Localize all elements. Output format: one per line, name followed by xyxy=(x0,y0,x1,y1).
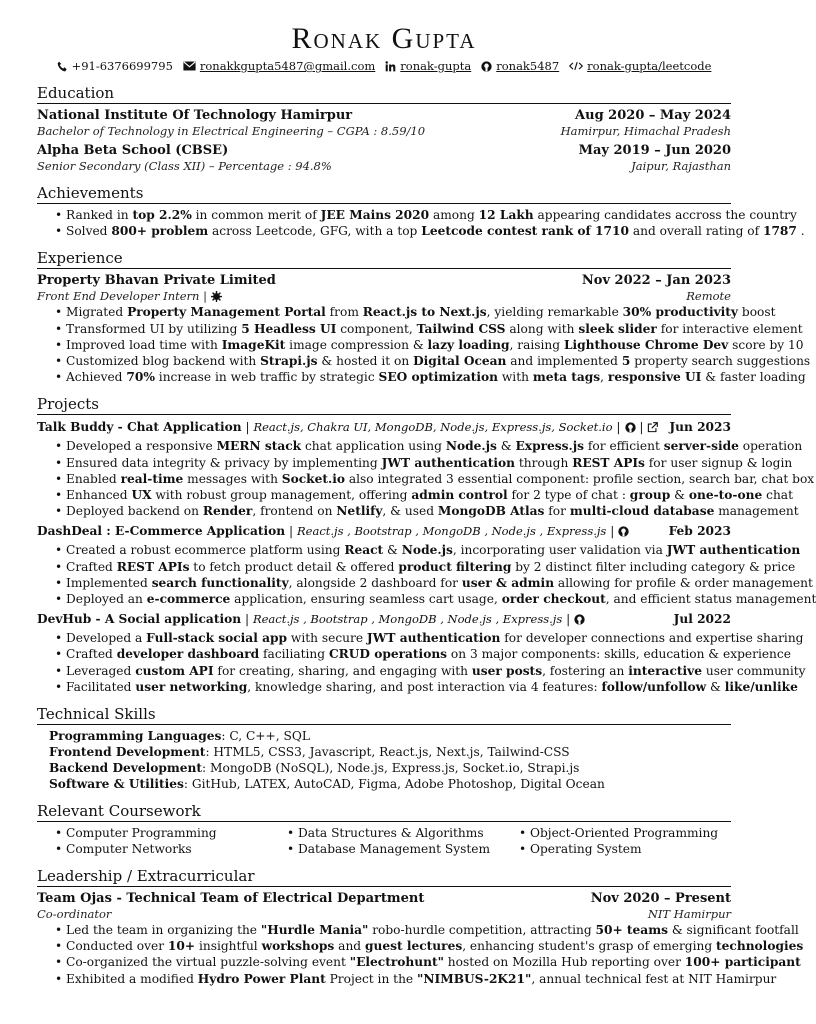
bold-text: Full-stack social app xyxy=(146,631,288,646)
project-name: DashDeal : E-Commerce Application xyxy=(37,524,286,539)
degree: Senior Secondary (Class XII) – Percentage : 94.8% xyxy=(37,159,332,173)
text: across Leetcode, GFG, with a top xyxy=(208,224,422,239)
contact-leetcode[interactable] xyxy=(569,58,711,74)
text: with secure xyxy=(287,631,367,646)
text: by 2 distinct filter including category & price xyxy=(511,559,796,574)
text: & xyxy=(383,543,402,558)
text: and overall rating of xyxy=(628,224,763,239)
text: Deployed backend on xyxy=(66,504,203,519)
course-item: • Operating System xyxy=(519,841,749,857)
text: Improved load time with xyxy=(66,337,222,352)
course-item: • Computer Networks xyxy=(55,841,287,857)
bold-text: React xyxy=(344,543,384,558)
bold-text: interactive xyxy=(628,663,702,678)
edu-dates: May 2019 – Jun 2020 xyxy=(578,143,731,158)
section-title-projects: Projects xyxy=(37,395,731,415)
text: allowing for profile & order management xyxy=(554,575,813,590)
bold-text: Netlify xyxy=(336,504,383,519)
project-title-line: Talk Buddy - Chat Application | React.js, Chakra UI, MongoDB, Node.js, Express.js, Socket.io | | xyxy=(37,419,658,438)
text: & significant footfall xyxy=(667,923,799,938)
text: , yielding remarkable xyxy=(486,305,623,320)
text: chat application using xyxy=(301,439,446,454)
text: Implemented xyxy=(66,575,152,590)
bold-text: user & admin xyxy=(461,575,555,590)
text: also integrated 3 essential component: profile section, search bar, chat box xyxy=(344,471,815,486)
text: along with xyxy=(505,321,579,336)
experience-list xyxy=(37,304,811,385)
text: for user signup & login xyxy=(644,455,793,470)
skills-block xyxy=(37,728,731,792)
project-bullets xyxy=(37,438,815,519)
text: Created a robust ecommerce platform using xyxy=(66,543,345,558)
bullet-item xyxy=(55,971,777,987)
bold-text: MERN stack xyxy=(216,439,302,454)
text: , frontend on xyxy=(252,504,337,519)
text: Exhibited a modified xyxy=(66,971,198,986)
bold-text: search functionality xyxy=(151,575,289,590)
achievements-list xyxy=(37,207,805,239)
text: Solved xyxy=(66,224,112,239)
projects-container xyxy=(37,419,816,695)
bold-text: JWT authentication xyxy=(666,543,801,558)
bold-text: user networking xyxy=(135,679,248,694)
text: faciliating xyxy=(259,647,329,662)
text: , xyxy=(600,370,608,385)
bold-text: like/unlike xyxy=(724,679,798,694)
project-bullets xyxy=(37,630,806,695)
bold-text: multi-cloud database xyxy=(569,504,715,519)
exp-role: Front End Developer Intern | xyxy=(37,289,207,304)
text: Ensured data integrity & privacy by implementing xyxy=(66,455,382,470)
project-name: Talk Buddy - Chat Application xyxy=(37,420,242,435)
bold-text: Tailwind CSS xyxy=(416,321,506,336)
bold-text: Leetcode contest rank of 1710 xyxy=(421,224,629,239)
company-name: Property Bhavan Private Limited xyxy=(37,273,276,289)
text: Enhanced xyxy=(66,488,132,503)
text: score by 10 xyxy=(728,337,804,352)
bold-text: Hydro Power Plant xyxy=(197,971,326,986)
text: and xyxy=(334,939,365,954)
bold-text: order checkout xyxy=(501,592,606,607)
text: Ranked in xyxy=(66,208,133,222)
section-title-education: Education xyxy=(37,84,731,104)
bold-text: one-to-one xyxy=(688,488,763,503)
text: , & used xyxy=(382,504,438,519)
bullet-item xyxy=(55,304,776,320)
text: component, xyxy=(336,321,417,336)
text: Crafted xyxy=(66,559,117,574)
bold-text: admin control xyxy=(411,488,508,503)
bullet-item xyxy=(55,630,804,646)
text: , fostering an xyxy=(542,663,629,678)
email-link[interactable]: ronakkgupta5487@gmail.com xyxy=(199,59,376,73)
course-item: • Computer Programming xyxy=(55,825,287,841)
external-link-icon[interactable] xyxy=(647,421,658,438)
bullet-item xyxy=(55,559,796,575)
bold-text: React.js to Next.js xyxy=(362,305,487,320)
bold-text: Property Management Portal xyxy=(127,305,326,320)
school-name: National Institute Of Technology Hamirpur xyxy=(37,108,353,123)
project-entry xyxy=(37,611,806,695)
section-title-achievements: Achievements xyxy=(37,184,731,204)
text: for interactive element xyxy=(656,321,803,336)
text: user community xyxy=(701,663,806,678)
section-title-coursework: Relevant Coursework xyxy=(37,802,731,822)
leetcode-link[interactable]: ronak-gupta/leetcode xyxy=(587,59,712,73)
bold-text: 100+ participant xyxy=(684,955,801,970)
bold-text: JWT authentication xyxy=(381,455,516,470)
text: Project in the xyxy=(325,971,418,986)
text: messages with xyxy=(183,471,282,486)
project-title-line: DevHub - A Social application | React.js , Bootstrap , MongoDB , Node.js , Express.js | xyxy=(37,611,585,630)
text: among xyxy=(429,208,479,222)
text: Leveraged xyxy=(66,663,136,678)
text: , incorporating user validation via xyxy=(452,543,667,558)
education-entry xyxy=(37,107,731,139)
text: appearing candidates accross the country xyxy=(533,208,797,222)
github-icon[interactable] xyxy=(625,421,636,438)
text: Co-organized the virtual puzzle-solving event xyxy=(66,955,350,970)
bold-text: Digital Ocean xyxy=(413,354,507,369)
text: & hosted it on xyxy=(317,354,414,369)
bold-text: ImageKit xyxy=(221,337,286,352)
text: property search suggestions xyxy=(630,354,811,369)
text: Deployed an xyxy=(66,592,147,607)
bold-text: UX xyxy=(131,488,152,503)
text: boost xyxy=(738,305,776,320)
text: Facilitated xyxy=(66,679,136,694)
bold-text: MongoDB Atlas xyxy=(437,504,545,519)
bold-text: sleek slider xyxy=(578,321,657,336)
bold-text: 1787 xyxy=(762,224,797,239)
contact-email[interactable] xyxy=(183,58,375,74)
bullet-item xyxy=(55,369,806,385)
bold-text: Strapi.js xyxy=(260,354,318,369)
lead-dates: Nov 2020 – Present xyxy=(590,891,731,907)
contact-bar xyxy=(37,58,731,74)
text: , raising xyxy=(509,337,564,352)
bullet-item xyxy=(55,922,799,938)
text: through xyxy=(515,455,573,470)
bullet-item xyxy=(55,679,798,695)
org-name: Team Ojas - Technical Team of Electrical Department xyxy=(37,891,425,907)
text: increase in web traffic by strategic xyxy=(154,370,379,385)
edu-location: Jaipur, Rajasthan xyxy=(631,159,731,173)
bold-text: REST APIs xyxy=(116,559,190,574)
text: and implemented xyxy=(506,354,622,369)
project-bullets xyxy=(37,542,816,607)
leadership-list xyxy=(37,922,804,987)
text: & xyxy=(670,488,689,503)
bold-text: follow/unfollow xyxy=(601,679,707,694)
bold-text: JEE Mains 2020 xyxy=(320,208,430,222)
bullet-item xyxy=(55,223,805,239)
section-title-leadership: Leadership / Extracurricular xyxy=(37,867,731,887)
bold-text: 5 Headless UI xyxy=(241,321,337,336)
text: robo-hurdle competition, attracting xyxy=(368,923,596,938)
text: operation xyxy=(738,439,803,454)
text: for creating, sharing, and engaging with xyxy=(213,663,472,678)
text: management xyxy=(714,504,799,519)
bold-text: 50+ teams xyxy=(595,923,668,938)
contact-github[interactable] xyxy=(481,58,559,74)
bold-text: 10+ xyxy=(167,939,196,954)
bold-text: user posts xyxy=(471,663,543,678)
phone-icon xyxy=(57,61,68,72)
bold-text: Node.js xyxy=(401,543,453,558)
bold-text: custom API xyxy=(135,663,214,678)
text: , and efficient status management xyxy=(605,592,816,607)
bullet-item xyxy=(55,575,813,591)
bullet-item xyxy=(55,353,811,369)
project-name: DevHub - A Social application xyxy=(37,612,242,627)
lead-location: NIT Hamirpur xyxy=(647,907,731,922)
bold-text: developer dashboard xyxy=(116,647,260,662)
text: in common merit of xyxy=(191,208,321,222)
section-title-skills: Technical Skills xyxy=(37,705,731,725)
bold-text: Socket.io xyxy=(281,471,345,486)
bold-text: meta tags xyxy=(532,370,601,385)
project-date: Feb 2023 xyxy=(668,524,731,539)
text: Migrated xyxy=(66,305,128,320)
degree: Bachelor of Technology in Electrical Engineering – CGPA : 8.59/10 xyxy=(37,124,426,138)
text: insightful xyxy=(195,939,262,954)
text: Developed a responsive xyxy=(66,439,217,454)
bullet-item xyxy=(55,542,801,558)
code-icon xyxy=(569,61,583,71)
project-tech: React.js , Bootstrap , MongoDB , Node.js , Express.js xyxy=(252,612,563,627)
bold-text: Lighthouse Chrome Dev xyxy=(563,337,729,352)
text: on 3 major components: skills, education & experience xyxy=(447,647,791,662)
bold-text: product filtering xyxy=(398,559,512,574)
bold-text: 70% xyxy=(126,370,155,385)
bullet-item xyxy=(55,455,793,471)
text: chat xyxy=(762,488,793,503)
text: , annual technical fest at NIT Hamirpur xyxy=(531,971,777,986)
text: Conducted over xyxy=(66,939,168,954)
bullet-item xyxy=(55,207,797,223)
bold-text: REST APIs xyxy=(572,455,645,470)
text: . xyxy=(796,224,805,239)
project-date: Jul 2022 xyxy=(673,612,731,627)
github-icon xyxy=(481,61,492,72)
text: to fetch product detail & offered xyxy=(189,559,399,574)
bold-text: Render xyxy=(202,504,253,519)
bullet-item xyxy=(55,646,791,662)
github-link[interactable]: ronak5487 xyxy=(496,59,560,73)
email-icon xyxy=(183,61,196,71)
education-entry xyxy=(37,142,731,174)
bold-text: "Electrohunt" xyxy=(349,955,444,970)
project-date: Jun 2023 xyxy=(669,420,731,435)
resume-page xyxy=(37,22,816,987)
exp-dates: Nov 2022 – Jan 2023 xyxy=(581,273,731,289)
text: hosted on Mozilla Hub reporting over xyxy=(443,955,685,970)
text: with robust group management, offering xyxy=(151,488,412,503)
section-title-experience: Experience xyxy=(37,249,731,269)
bold-text: real-time xyxy=(120,471,184,486)
company-logo-icon xyxy=(211,291,222,302)
text: with xyxy=(497,370,533,385)
project-tech: React.js , Bootstrap , MongoDB , Node.js , Express.js xyxy=(297,524,607,539)
bold-text: 30% productivity xyxy=(622,305,739,320)
text: image compression & xyxy=(285,337,428,352)
skill-row: Programming Languages: C, C++, SQL xyxy=(49,729,310,744)
project-entry xyxy=(37,523,816,607)
text: Enabled xyxy=(66,471,121,486)
text: & xyxy=(706,679,725,694)
text: for efficient xyxy=(584,439,664,454)
text: & faster loading xyxy=(701,370,806,385)
github-icon[interactable] xyxy=(618,525,629,542)
course-item: • Object-Oriented Programming xyxy=(519,825,749,841)
bullet-item xyxy=(55,503,799,519)
edu-location: Hamirpur, Himachal Pradesh xyxy=(560,124,731,138)
skill-row: Backend Development: MongoDB (NoSQL), Node.js, Express.js, Socket.io, Strapi.js xyxy=(49,761,580,776)
bold-text: JWT authentication xyxy=(366,631,501,646)
bold-text: server-side xyxy=(663,439,739,454)
text: & xyxy=(496,439,516,454)
bold-text: 800+ problem xyxy=(111,224,209,239)
skill-row: Frontend Development: HTML5, CSS3, Javascript, React.js, Next.js, Tailwind-CSS xyxy=(49,745,570,760)
course-item: • Data Structures & Algorithms xyxy=(287,825,519,841)
text: Crafted xyxy=(66,647,117,662)
text: , alongside 2 dashboard for xyxy=(288,575,462,590)
bold-text: CRUD operations xyxy=(328,647,448,662)
lead-role: Co-ordinator xyxy=(37,907,112,922)
text: for developer connections and expertise sharing xyxy=(500,631,804,646)
bullet-item xyxy=(55,954,801,970)
contact-linkedin[interactable] xyxy=(385,58,471,74)
text: from xyxy=(325,305,363,320)
text: , enhancing student's grasp of emerging xyxy=(462,939,717,954)
bullet-item xyxy=(55,591,816,607)
text: Developed a xyxy=(66,631,147,646)
project-entry xyxy=(37,419,815,519)
phone-number: +91-6376699795 xyxy=(71,59,173,73)
bullet-item xyxy=(55,321,803,337)
text: for xyxy=(544,504,570,519)
linkedin-icon xyxy=(385,61,396,72)
bold-text: top 2.2% xyxy=(132,208,192,222)
bold-text: workshops xyxy=(261,939,335,954)
bold-text: 5 xyxy=(621,354,631,369)
github-icon[interactable] xyxy=(574,613,585,630)
text: Achieved xyxy=(66,370,127,385)
bullet-item xyxy=(55,663,806,679)
bold-text: 12 Lakh xyxy=(478,208,534,222)
text: Transformed UI by utilizing xyxy=(66,321,242,336)
bullet-item xyxy=(55,487,793,503)
contact-phone xyxy=(57,58,173,74)
edu-dates: Aug 2020 – May 2024 xyxy=(575,108,731,123)
bold-text: responsive UI xyxy=(607,370,702,385)
skill-row: Software & Utilities: GitHub, LATEX, AutoCAD, Figma, Adobe Photoshop, Digital Ocean xyxy=(49,777,605,792)
text: for 2 type of chat : xyxy=(507,488,630,503)
text: , knowledge sharing, and post interaction via 4 features: xyxy=(247,679,602,694)
text: application, ensuring seamless cart usage, xyxy=(230,592,502,607)
bold-text: group xyxy=(629,488,671,503)
project-title-line: DashDeal : E-Commerce Application | React.js , Bootstrap , MongoDB , Node.js , Express.js | xyxy=(37,523,629,542)
text: Customized blog backend with xyxy=(66,354,261,369)
bold-text: Express.js xyxy=(515,439,585,454)
text: Led the team in organizing the xyxy=(66,923,261,938)
bold-text: lazy loading xyxy=(427,337,510,352)
exp-location: Remote xyxy=(686,289,731,304)
bold-text: "Hurdle Mania" xyxy=(260,923,369,938)
course-item: • Database Management System xyxy=(287,841,519,857)
bullet-item xyxy=(55,438,803,454)
bullet-item xyxy=(55,337,804,353)
project-tech: React.js, Chakra UI, MongoDB, Node.js, Express.js, Socket.io xyxy=(253,420,613,435)
bold-text: guest lectures xyxy=(364,939,463,954)
linkedin-link[interactable]: ronak-gupta xyxy=(400,59,472,73)
coursework-grid xyxy=(37,825,731,857)
bold-text: Node.js xyxy=(445,439,497,454)
bullet-item xyxy=(55,471,815,487)
school-name: Alpha Beta School (CBSE) xyxy=(37,143,229,158)
bold-text: e-commerce xyxy=(146,592,231,607)
candidate-name: Ronak Gupta xyxy=(291,22,477,55)
bold-text: SEO optimization xyxy=(378,370,498,385)
bold-text: "NIMBUS-2K21" xyxy=(417,971,532,986)
bullet-item xyxy=(55,938,804,954)
exp-role-line xyxy=(37,289,222,304)
bold-text: technologies xyxy=(716,939,804,954)
